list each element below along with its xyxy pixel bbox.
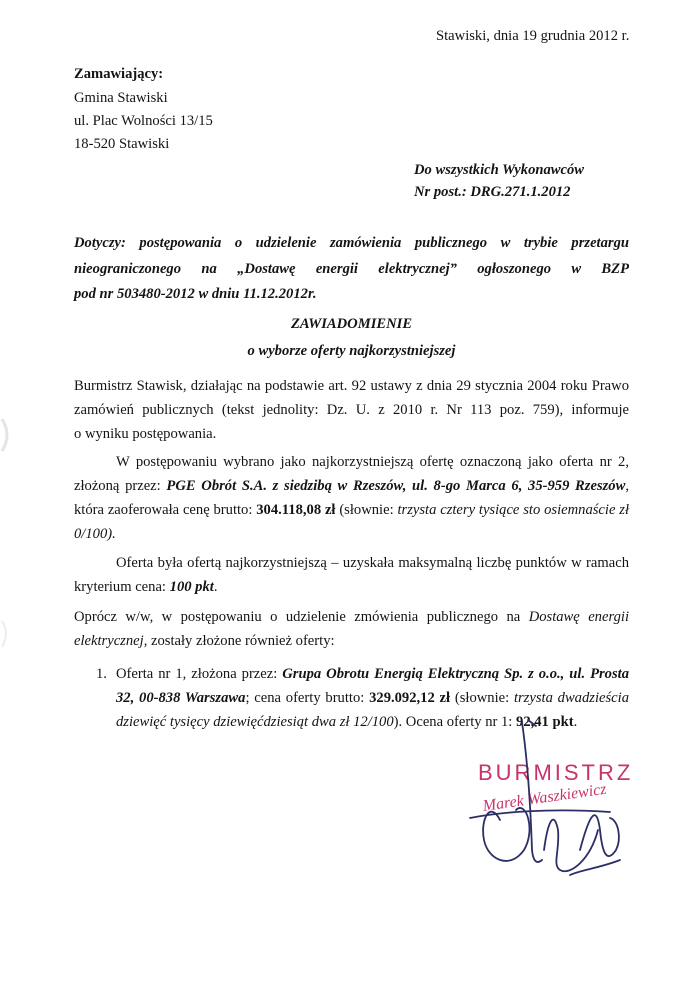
paragraph-line: Oprócz w/w, w postępowaniu o udzielenie zmówienia publicznego na Dostawę energii (74, 609, 629, 625)
winning-score: 100 pkt (169, 579, 214, 595)
offer-line: Oferta nr 1, złożona przez: Grupa Obrotu Energią Elektryczną Sp. z o.o., ul. Prosta (116, 666, 629, 682)
punch-hole-mark (0, 615, 26, 655)
authority-name: Gmina Stawiski (74, 90, 168, 106)
place-and-date: Stawiski, dnia 19 grudnia 2012 r. (436, 28, 630, 44)
stamp-title: BURMISTRZ (478, 760, 634, 785)
paragraph-line: kryterium cena: 100 pkt. (74, 579, 218, 595)
addressee-line: Do wszystkich Wykonawców (414, 162, 585, 178)
subject-line: pod nr 503480-2012 w dniu 11.12.2012r. (74, 286, 317, 302)
document-subtitle: o wyborze oferty najkorzystniejszej (247, 343, 456, 359)
winning-price: 304.118,08 zł (256, 502, 336, 518)
offer-line: dziewięć tysięcy dziewięćdziesiąt dwa zł 12/100). Ocena oferty nr 1: 92,41 pkt. (116, 714, 578, 730)
paragraph-line: W postępowaniu wybrano jako najkorzystniejszą ofertę oznaczoną jako oferta nr 2, (116, 454, 629, 470)
document-title: ZAWIADOMIENIE (290, 316, 413, 332)
contracting-authority-label: Zamawiający: (74, 66, 164, 82)
offer-line: 32, 00-838 Warszawa; cena oferty brutto: 329.092,12 zł (słownie: trzysta dwadzieścia (116, 690, 629, 706)
paragraph-line: o wyniku postępowania. (74, 426, 217, 442)
paragraph-line: która zaoferowała cenę brutto: 304.118,08 zł (słownie: trzysta cztery tysiące sto osiemnaście zł (74, 502, 629, 518)
handwritten-signature (440, 700, 640, 885)
paragraph-line: Oferta była ofertą najkorzystniejszą – uzyskała maksymalną liczbę punktów w ramach (116, 555, 629, 571)
paragraph-line: Burmistrz Stawisk, działając na podstawie art. 92 ustawy z dnia 29 stycznia 2004 roku Prawo (74, 378, 629, 394)
subject-line: nieograniczonego na „Dostawę energii elektrycznej” ogłoszonego w BZP (74, 261, 629, 277)
paragraph-line: elektrycznej, zostały złożone również oferty: (74, 633, 335, 649)
paragraph-line: zamówień publicznych (tekst jednolity: Dz. U. z 2010 r. Nr 113 poz. 759), informuje (74, 402, 629, 418)
punch-hole-mark (0, 415, 26, 455)
offer-price: 329.092,12 zł (369, 690, 451, 706)
offer-number: 1. (96, 666, 107, 682)
paragraph-line: 0/100). (74, 526, 116, 542)
offer-bidder: Grupa Obrotu Energią Elektryczną Sp. z o.o., ul. Prosta (282, 666, 629, 682)
subject-line: Dotyczy: postępowania o udzielenie zamówienia publicznego w trybie przetargu (74, 235, 629, 251)
paragraph-line: złożoną przez: PGE Obrót S.A. z siedzibą w Rzeszów, ul. 8-go Marca 6, 35-959 Rzeszów, (74, 478, 629, 494)
stamp-name: Marek Waszkiewicz (481, 780, 608, 815)
authority-postal: 18-520 Stawiski (74, 136, 170, 152)
winning-bidder: PGE Obrót S.A. z siedzibą w Rzeszów, ul. 8-go Marca 6, 35-959 Rzeszów (166, 478, 626, 494)
authority-street: ul. Plac Wolności 13/15 (74, 113, 213, 129)
reference-number: Nr post.: DRG.271.1.2012 (414, 184, 571, 200)
offer-score: 92,41 pkt (516, 714, 574, 730)
